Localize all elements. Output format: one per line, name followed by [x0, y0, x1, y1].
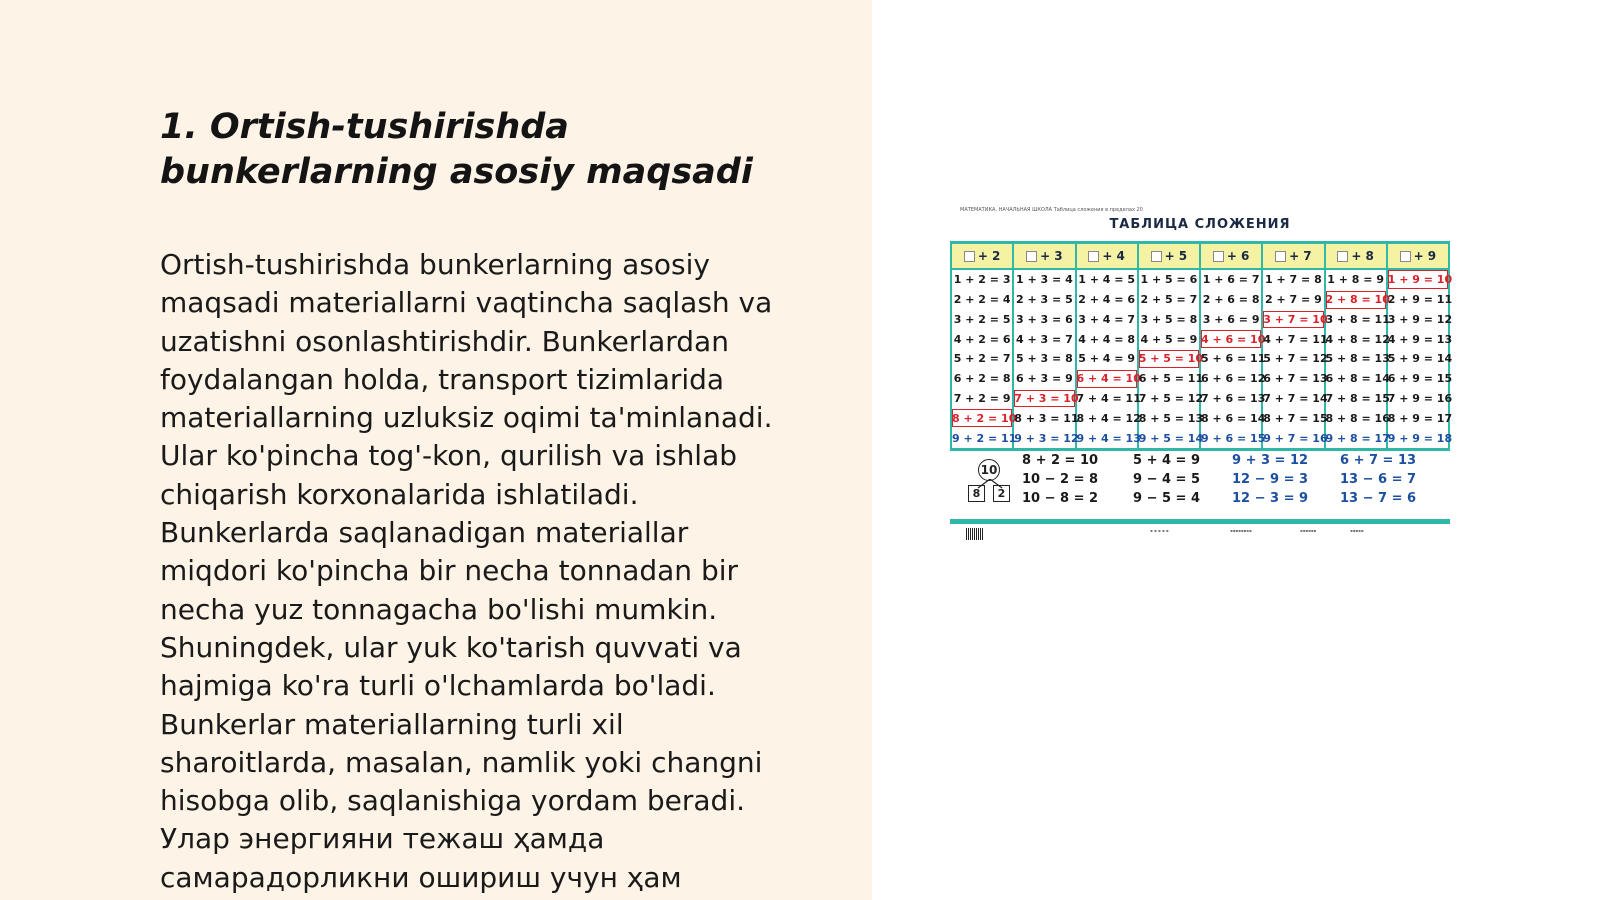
checkbox-icon — [1213, 251, 1224, 262]
checkbox-icon — [1337, 251, 1348, 262]
table-cell: 2 + 8 = 10 — [1325, 290, 1387, 310]
publisher-fineprint: ▪ ▪ ▪ ▪ ▪ — [1150, 528, 1169, 533]
table-row — [951, 349, 1449, 369]
table-cell: 8 + 5 = 13 — [1138, 408, 1200, 428]
checkbox-icon — [1400, 251, 1411, 262]
example-equation: 12 − 9 = 3 — [1232, 472, 1309, 487]
column-label: + 7 — [1289, 249, 1312, 263]
table-cell: 5 + 4 = 9 — [1076, 349, 1138, 369]
checkbox-icon — [1275, 251, 1286, 262]
column-label: + 6 — [1226, 249, 1250, 263]
column-label: + 4 — [1102, 249, 1125, 263]
example-equation: 8 + 2 = 10 — [1022, 453, 1099, 468]
barcode-icon — [966, 528, 984, 540]
slide-body-text — [160, 246, 840, 897]
table-cell: 9 + 7 = 16 — [1262, 428, 1324, 449]
table-cell: 4 + 3 = 7 — [1013, 329, 1075, 349]
table-cell: 5 + 6 = 11 — [1200, 349, 1262, 369]
example-equation: 9 − 4 = 5 — [1133, 472, 1201, 487]
table-cell: 2 + 6 = 8 — [1200, 290, 1262, 310]
table-cell: 3 + 4 = 7 — [1076, 310, 1138, 330]
table-cell: 3 + 6 = 9 — [1200, 310, 1262, 330]
table-cell: 8 + 2 = 10 — [951, 408, 1013, 428]
table-column-header — [1325, 243, 1387, 270]
checkbox-icon — [1151, 251, 1162, 262]
table-cell: 6 + 4 = 10 — [1076, 369, 1138, 389]
body-line: hisobga olib, saqlanishiga yordam beradi. — [160, 784, 745, 818]
example-equation: 10 − 8 = 2 — [1022, 491, 1099, 506]
table-row — [951, 290, 1449, 310]
table-cell: 2 + 2 = 4 — [951, 290, 1013, 310]
table-cell: 1 + 9 = 10 — [1387, 269, 1449, 290]
table-cell: 3 + 9 = 12 — [1387, 310, 1449, 330]
table-cell: 9 + 4 = 13 — [1076, 428, 1138, 449]
body-line: foydalangan holda, transport tizimlarida — [160, 362, 725, 396]
example-group — [1232, 451, 1352, 508]
table-cell: 1 + 7 = 8 — [1262, 269, 1324, 290]
table-column-header — [1387, 243, 1449, 270]
table-cell: 7 + 3 = 10 — [1013, 389, 1075, 409]
body-line: Ortish-tushirishda bunkerlarning asosiy — [160, 248, 710, 281]
table-header-row — [951, 243, 1449, 270]
examples-section — [950, 445, 1450, 520]
table-cell: 4 + 9 = 13 — [1387, 329, 1449, 349]
slide-title: 1. Ortish-tushirishda bunkerlarning asosiy maqsadi — [160, 107, 753, 192]
table-cell: 5 + 9 = 14 — [1387, 349, 1449, 369]
table-cell: 8 + 6 = 14 — [1200, 408, 1262, 428]
checkbox-icon — [964, 251, 975, 262]
table-cell: 7 + 7 = 14 — [1262, 389, 1324, 409]
body-line: maqsadi materiallarni vaqtincha saqlash va — [160, 286, 773, 320]
table-cell: 8 + 4 = 12 — [1076, 408, 1138, 428]
table-cell: 9 + 9 = 18 — [1387, 428, 1449, 449]
table-cell: 5 + 2 = 7 — [951, 349, 1013, 369]
body-line: sharoitlarda, masalan, namlik yoki changni — [160, 745, 763, 779]
table-cell: 9 + 3 = 12 — [1013, 428, 1075, 449]
table-cell: 3 + 2 = 5 — [951, 310, 1013, 330]
checkbox-icon — [1088, 251, 1099, 262]
table-column-header — [1262, 243, 1324, 270]
table-row — [951, 389, 1449, 409]
table-cell: 1 + 4 = 5 — [1076, 269, 1138, 290]
table-cell: 1 + 2 = 3 — [951, 269, 1013, 290]
table-cell: 8 + 3 = 11 — [1013, 408, 1075, 428]
body-line: necha yuz tonnagacha bo'lishi mumkin. — [160, 592, 718, 626]
body-line: самарадорликни ошириш учун ҳам — [160, 860, 682, 894]
table-cell: 6 + 8 = 14 — [1325, 369, 1387, 389]
body-line: hajmiga ko'ra turli o'lchamlarda bo'ladi. — [160, 669, 716, 703]
poster-caption: МАТЕМАТИКА. НАЧАЛЬНАЯ ШКОЛА Таблица сложения в пределах 20 — [960, 207, 1143, 213]
table-column-header — [1013, 243, 1075, 270]
example-equation: 10 − 2 = 8 — [1022, 472, 1099, 487]
table-column-header — [1076, 243, 1138, 270]
column-label: + 8 — [1351, 249, 1374, 263]
example-group — [1022, 451, 1142, 508]
poster-divider — [950, 519, 1450, 524]
poster-title: ТАБЛИЦА СЛОЖЕНИЯ — [1109, 217, 1291, 232]
example-equation: 6 + 7 = 13 — [1340, 453, 1417, 468]
addition-table-image — [950, 205, 1453, 547]
table-row — [951, 269, 1449, 290]
table-cell: 6 + 5 = 11 — [1138, 369, 1200, 389]
example-equation: 13 − 6 = 7 — [1340, 472, 1417, 487]
table-cell: 9 + 2 = 11 — [951, 428, 1013, 449]
body-line: uzatishni osonlashtirishdir. Bunkerlardan — [160, 324, 729, 358]
table-row — [951, 369, 1449, 389]
example-group — [1340, 451, 1460, 508]
publisher-fineprint: ▪▪▪▪▪ — [1350, 528, 1364, 533]
addition-table — [950, 241, 1453, 451]
table-cell: 5 + 5 = 10 — [1138, 349, 1200, 369]
number-circle: 10 — [978, 459, 1000, 481]
table-cell: 4 + 6 = 10 — [1200, 329, 1262, 349]
example-equation: 9 − 5 = 4 — [1133, 491, 1201, 506]
table-cell: 7 + 9 = 16 — [1387, 389, 1449, 409]
table-cell: 4 + 5 = 9 — [1138, 329, 1200, 349]
table-cell: 2 + 3 = 5 — [1013, 290, 1075, 310]
table-cell: 2 + 9 = 11 — [1387, 290, 1449, 310]
example-equation: 5 + 4 = 9 — [1133, 453, 1201, 468]
body-line: Ular ko'pincha tog'-kon, qurilish va ishlab — [160, 439, 738, 473]
table-cell: 3 + 8 = 11 — [1325, 310, 1387, 330]
table-cell: 2 + 4 = 6 — [1076, 290, 1138, 310]
table-cell: 1 + 6 = 7 — [1200, 269, 1262, 290]
body-line: miqdori ko'pincha bir necha tonnadan bir — [160, 554, 739, 588]
table-cell: 7 + 6 = 13 — [1200, 389, 1262, 409]
table-cell: 3 + 3 = 6 — [1013, 310, 1075, 330]
table-cell: 3 + 5 = 8 — [1138, 310, 1200, 330]
table-cell: 1 + 3 = 4 — [1013, 269, 1075, 290]
table-cell: 6 + 6 = 12 — [1200, 369, 1262, 389]
column-label: + 5 — [1164, 249, 1188, 263]
body-line: chiqarish korxonalarida ishlatiladi. — [160, 477, 639, 511]
example-equation: 9 + 3 = 12 — [1232, 453, 1309, 468]
table-row — [951, 408, 1449, 428]
table-cell: 8 + 7 = 15 — [1262, 408, 1324, 428]
table-cell: 6 + 2 = 8 — [951, 369, 1013, 389]
publisher-fineprint: ▪▪▪▪▪▪ — [1300, 528, 1317, 533]
table-column-header — [1138, 243, 1200, 270]
table-cell: 9 + 6 = 15 — [1200, 428, 1262, 449]
body-line: materiallarning uzluksiz oqimi ta'minlanadi. — [160, 401, 773, 435]
table-row — [951, 329, 1449, 349]
example-equation: 12 − 3 = 9 — [1232, 491, 1309, 506]
publisher-fineprint: ▪▪▪▪▪▪▪▪ — [1230, 528, 1252, 533]
table-cell: 1 + 8 = 9 — [1325, 269, 1387, 290]
checkbox-icon — [1026, 251, 1037, 262]
table-cell: 5 + 7 = 12 — [1262, 349, 1324, 369]
body-line: Bunkerlarda saqlanadigan materiallar — [160, 516, 689, 550]
table-cell: 7 + 5 = 12 — [1138, 389, 1200, 409]
table-cell: 4 + 7 = 11 — [1262, 329, 1324, 349]
table-cell: 9 + 5 = 14 — [1138, 428, 1200, 449]
example-equation: 13 − 7 = 6 — [1340, 491, 1417, 506]
body-line: Улар энергияни тежаш ҳамда — [160, 822, 605, 856]
body-line: Shuningdek, ular yuk ko'tarish quvvati va — [160, 630, 742, 664]
number-box: 2 — [993, 485, 1010, 502]
table-cell: 8 + 9 = 17 — [1387, 408, 1449, 428]
column-label: + 2 — [977, 249, 1001, 263]
table-cell: 6 + 9 = 15 — [1387, 369, 1449, 389]
table-cell: 2 + 7 = 9 — [1262, 290, 1324, 310]
table-cell: 7 + 2 = 9 — [951, 389, 1013, 409]
table-row — [951, 310, 1449, 330]
table-cell: 6 + 7 = 13 — [1262, 369, 1324, 389]
table-cell: 7 + 8 = 15 — [1325, 389, 1387, 409]
table-cell: 8 + 8 = 16 — [1325, 408, 1387, 428]
table-cell: 7 + 4 = 11 — [1076, 389, 1138, 409]
table-cell: 9 + 8 = 17 — [1325, 428, 1387, 449]
table-cell: 4 + 2 = 6 — [951, 329, 1013, 349]
table-cell: 2 + 5 = 7 — [1138, 290, 1200, 310]
column-label: + 3 — [1040, 249, 1063, 263]
table-cell: 4 + 4 = 8 — [1076, 329, 1138, 349]
number-box: 8 — [968, 485, 985, 502]
table-column-header — [951, 243, 1013, 270]
table-cell: 5 + 3 = 8 — [1013, 349, 1075, 369]
column-label: + 9 — [1413, 249, 1437, 263]
table-column-header — [1200, 243, 1262, 270]
table-cell: 1 + 5 = 6 — [1138, 269, 1200, 290]
table-cell: 5 + 8 = 13 — [1325, 349, 1387, 369]
table-cell: 6 + 3 = 9 — [1013, 369, 1075, 389]
body-line: Bunkerlar materiallarning turli xil — [160, 707, 624, 741]
table-cell: 3 + 7 = 10 — [1262, 310, 1324, 330]
table-cell: 4 + 8 = 12 — [1325, 329, 1387, 349]
